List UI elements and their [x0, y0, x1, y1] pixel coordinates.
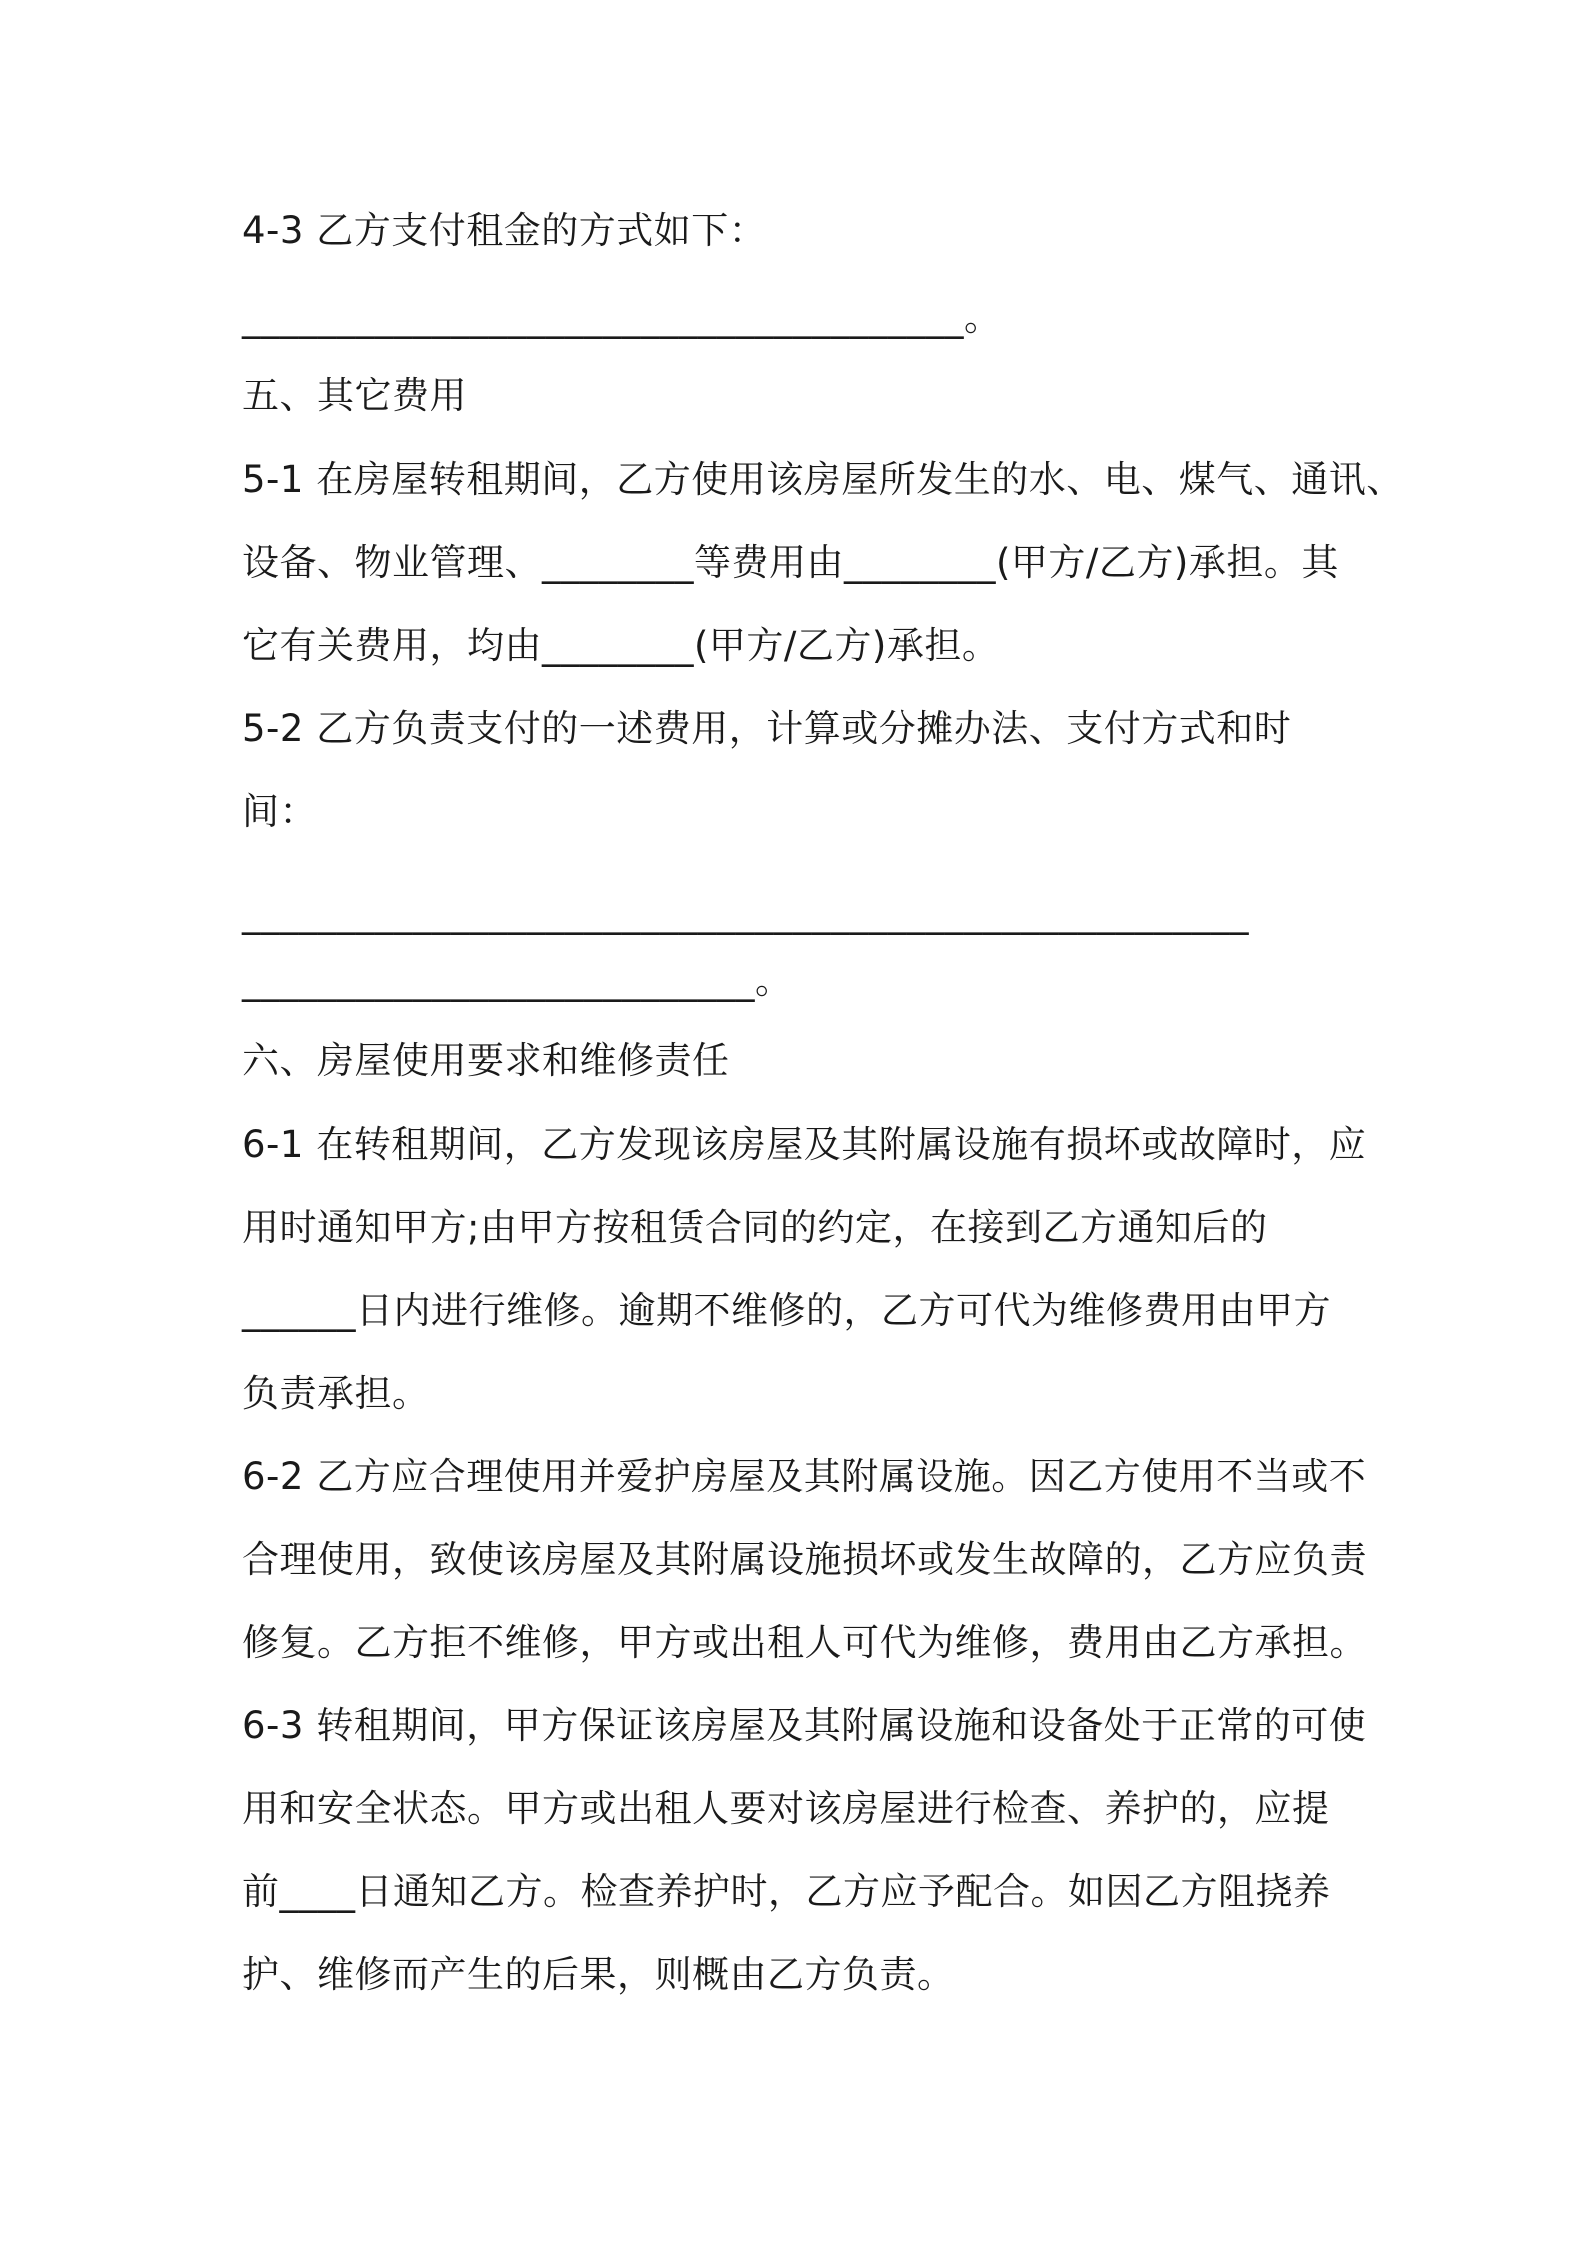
clause-5-2-line-2: 间： — [242, 790, 317, 833]
clause-6-1-line-4: 负责承担。 — [242, 1372, 430, 1415]
clause-5-1-line-3: 它有关费用，均由________(甲方/乙方)承担。 — [242, 624, 1000, 667]
clause-6-3-line-1: 6-3 转租期间，甲方保证该房屋及其附属设施和设备处于正常的可使 — [242, 1704, 1367, 1747]
clause-6-2-line-3: 修复。乙方拒不维修，甲方或出租人可代为维修，费用由乙方承担。 — [242, 1621, 1367, 1664]
clause-6-3-line-3: 前____日通知乙方。检查养护时，乙方应予配合。如因乙方阻挠养 — [242, 1870, 1331, 1913]
clause-6-2-line-2: 合理使用，致使该房屋及其附属设施损坏或发生故障的，乙方应负责 — [242, 1538, 1367, 1581]
section-6-title: 六、房屋使用要求和维修责任 — [242, 1039, 730, 1082]
clause-5-1-line-1: 5-1 在房屋转租期间，乙方使用该房屋所发生的水、电、煤气、通讯、 — [242, 458, 1404, 501]
section-5-title: 五、其它费用 — [242, 374, 467, 417]
clause-6-1-line-3: ______日内进行维修。逾期不维修的，乙方可代为维修费用由甲方 — [242, 1289, 1331, 1332]
clause-6-2-line-1: 6-2 乙方应合理使用并爱护房屋及其附属设施。因乙方使用不当或不 — [242, 1455, 1367, 1498]
clause-6-3-line-2: 用和安全状态。甲方或出租人要对该房屋进行检查、养护的，应提 — [242, 1787, 1330, 1830]
clause-6-3-line-4: 护、维修而产生的后果，则概由乙方负责。 — [242, 1953, 955, 1996]
clause-4-3-heading: 4-3 乙方支付租金的方式如下： — [242, 209, 767, 252]
clause-6-1-line-1: 6-1 在转租期间，乙方发现该房屋及其附属设施有损坏或故障时，应 — [242, 1123, 1367, 1166]
clause-5-1-line-2: 设备、物业管理、________等费用由________(甲方/乙方)承担。其 — [242, 541, 1339, 584]
blank-line: ______________________________________。 — [242, 296, 1002, 339]
blank-line: _____________________________________________________ — [242, 892, 1249, 935]
clause-6-1-line-2: 用时通知甲方;由甲方按租赁合同的约定，在接到乙方通知后的 — [242, 1206, 1268, 1249]
clause-5-2-line-1: 5-2 乙方负责支付的一述费用，计算或分摊办法、支付方式和时 — [242, 707, 1292, 750]
blank-line: ___________________________。 — [242, 959, 793, 1002]
